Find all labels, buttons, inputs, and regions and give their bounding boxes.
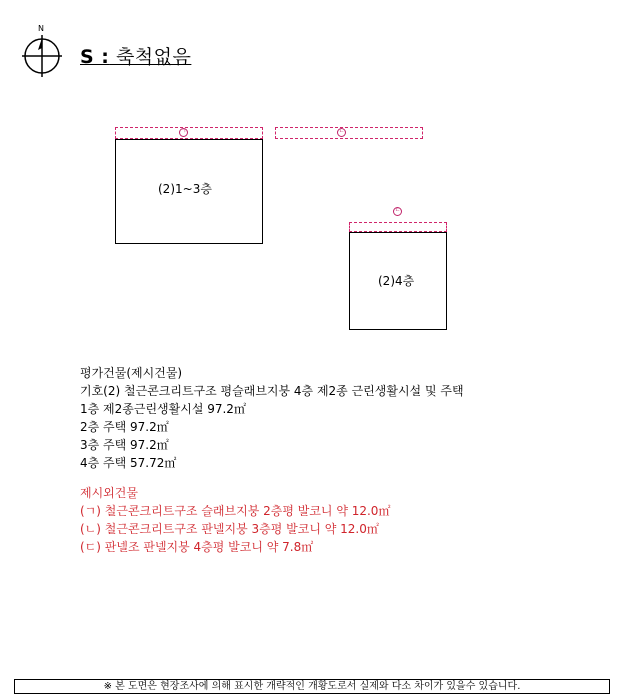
- annex-outline-c: [349, 222, 447, 232]
- evaluated-line: 3층 주택 97.2㎡: [80, 438, 169, 452]
- north-label: N: [38, 24, 44, 33]
- annex-marker-c: ㄷ: [394, 207, 401, 214]
- scale-title: [80, 42, 191, 69]
- annex-outline-a: [115, 127, 263, 139]
- scale-letter: S :: [80, 46, 110, 68]
- evaluated-line: 기호(2) 철근콘크리트구조 평슬래브지붕 4층 제2종 근린생활시설 및 주택: [80, 384, 464, 398]
- annex-outline-b: [275, 127, 423, 139]
- evaluated-title: 평가건물(제시건물): [80, 366, 183, 380]
- excluded-line: (ㄷ) 판넬조 판넬지붕 4층평 발코니 약 7.8㎡: [80, 540, 314, 554]
- excluded-line: (ㄱ) 철근콘크리트구조 슬래브지붕 2층평 발코니 약 12.0㎡: [80, 504, 391, 518]
- excluded-title: 제시외건물: [80, 486, 138, 500]
- annex-marker-b: ㄴ: [338, 128, 345, 135]
- scale-text: 축척없음: [109, 46, 192, 68]
- evaluated-line: 1층 제2종근린생활시설 97.2㎡: [80, 402, 246, 416]
- evaluated-building-info: [80, 364, 464, 472]
- evaluated-line: 4층 주택 57.72㎡: [80, 456, 177, 470]
- evaluated-line: 2층 주택 97.2㎡: [80, 420, 169, 434]
- building-main-label: (2)1~3층: [158, 182, 212, 196]
- excluded-building-info: [80, 484, 390, 556]
- annex-marker-a: ㄱ: [180, 128, 187, 135]
- building-4f-label: (2)4층: [378, 274, 415, 288]
- excluded-line: (ㄴ) 철근콘크리트구조 판넬지붕 3층평 발코니 약 12.0㎡: [80, 522, 379, 536]
- footer-note: ※ 본 도면은 현장조사에 의해 표시한 개략적인 개황도로서 실제와 다소 차이가 있을수 있습니다.: [14, 679, 610, 694]
